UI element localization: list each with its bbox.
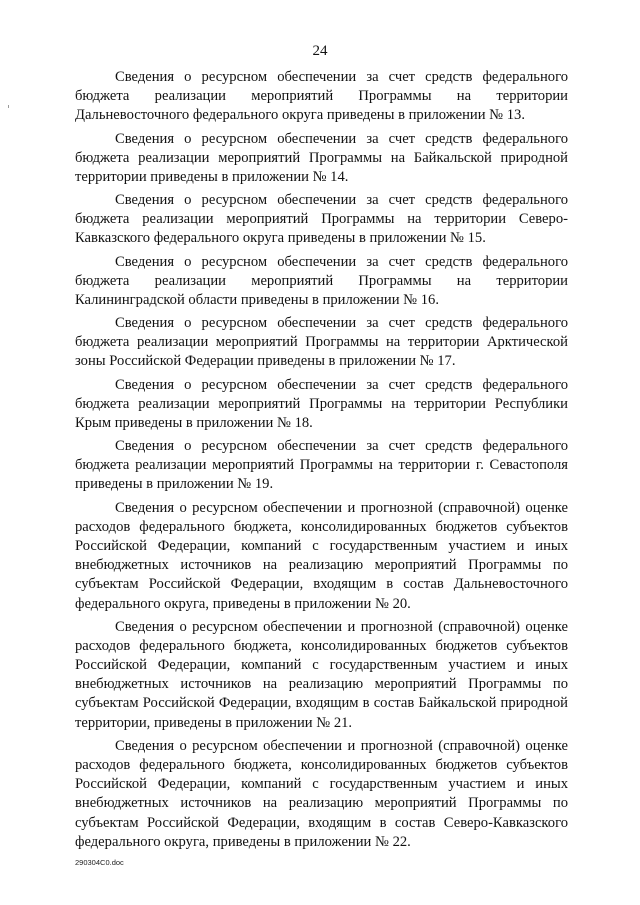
paragraph: Сведения о ресурсном обеспечении за счет средств федерального бюджета реализации мероприятий Программы на территории Калининградской области приведены в приложении № 16.	[75, 253, 568, 308]
paragraph: Сведения о ресурсном обеспечении и прогнозной (справочной) оценке расходов федерального бюджета, консолидированных бюджетов субъектов Российской Федерации, компаний с государственным участием и иных внебюджетных источников на реализацию мероприятий Программы по субъектам Российской Федерации, входящим в состав Байкальской природной территории, приведены в приложении № 21.	[75, 618, 568, 731]
document-file-code: 290304C0.doc	[75, 858, 124, 867]
paragraph: Сведения о ресурсном обеспечении за счет средств федерального бюджета реализации мероприятий Программы на территории Дальневосточного федерального округа приведены в приложении № 13.	[75, 69, 568, 124]
paragraph: Сведения о ресурсном обеспечении за счет средств федерального бюджета реализации мероприятий Программы на территории Арктической зоны Российской Федерации приведены в приложении № 17.	[75, 315, 568, 370]
paragraph: Сведения о ресурсном обеспечении и прогнозной (справочной) оценке расходов федерального бюджета, консолидированных бюджетов субъектов Российской Федерации, компаний с государственным участием и иных внебюджетных источников на реализацию мероприятий Программы по субъектам Российской Федерации, входящим в состав Северо-Кавказского федерального округа, приведены в приложении № 22.	[75, 737, 568, 850]
page-number: 24	[312, 43, 328, 59]
paragraph: Сведения о ресурсном обеспечении за счет средств федерального бюджета реализации мероприятий Программы на Байкальской природной территории приведены в приложении № 14.	[75, 130, 568, 185]
paragraph: Сведения о ресурсном обеспечении за счет средств федерального бюджета реализации мероприятий Программы на территории Северо-Кавказского федерального округа приведены в приложении № 15.	[75, 192, 568, 247]
scan-margin-mark	[8, 105, 9, 108]
document-body	[75, 68, 568, 856]
paragraph: Сведения о ресурсном обеспечении и прогнозной (справочной) оценке расходов федерального бюджета, консолидированных бюджетов субъектов Российской Федерации, компаний с государственным участием и иных внебюджетных источников на реализацию мероприятий Программы по субъектам Российской Федерации, входящим в состав Дальневосточного федерального округа, приведены в приложении № 20.	[75, 499, 568, 612]
paragraph: Сведения о ресурсном обеспечении за счет средств федерального бюджета реализации мероприятий Программы на территории Республики Крым приведены в приложении № 18.	[75, 376, 568, 431]
paragraph: Сведения о ресурсном обеспечении за счет средств федерального бюджета реализации мероприятий Программы на территории г. Севастополя приведены в приложении № 19.	[75, 438, 568, 493]
